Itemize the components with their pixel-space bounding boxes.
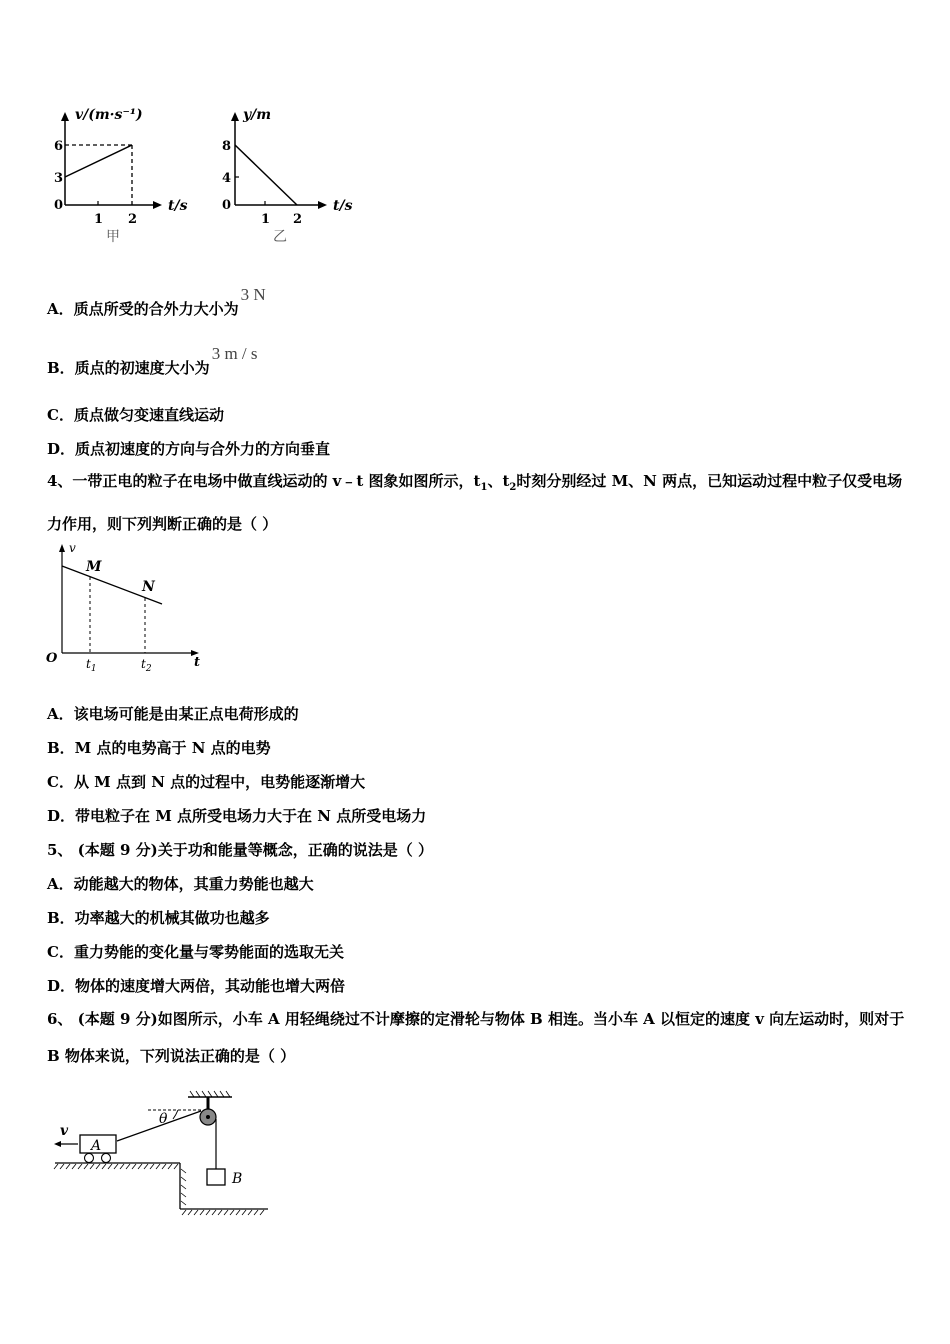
q3-option-d: D．质点初速度的方向与合外力的方向垂直 — [47, 440, 331, 458]
q4-option-a: A．该电场可能是由某正点电荷形成的 — [47, 705, 299, 723]
q6-cart-a-label: A — [91, 1138, 102, 1154]
q4-t2-sub: 2 — [145, 664, 152, 673]
yi-origin: 0 — [222, 198, 232, 213]
graph-jia — [45, 100, 205, 250]
q6-block-b — [207, 1169, 225, 1185]
jia-ytick-6: 6 — [54, 139, 64, 154]
q6-pulley-axle — [206, 1115, 210, 1119]
yi-y-arrow — [231, 112, 239, 121]
q4-stem — [47, 463, 917, 543]
q6-ceiling-hatch — [190, 1091, 230, 1097]
q4-m-label: M — [86, 559, 102, 575]
jia-xlabel: t/s — [168, 198, 188, 214]
q4-t2-t: t — [141, 657, 146, 671]
q3-option-c: C．质点做匀变速直线运动 — [47, 406, 224, 424]
jia-ytick-3: 3 — [54, 171, 64, 186]
jia-origin: 0 — [54, 198, 64, 213]
q3-option-a-text: A．质点所受的合外力大小为 — [47, 300, 239, 318]
q4-o-label: O — [46, 651, 58, 666]
q5-option-b: B．功率越大的机械其做功也越多 — [47, 909, 270, 927]
jia-ylabel: v/(m·s⁻¹) — [75, 107, 143, 123]
q6-wheel-left — [85, 1154, 94, 1163]
yi-caption: 乙 — [273, 229, 287, 245]
jia-data-line — [65, 145, 132, 177]
yi-data-line — [235, 145, 297, 205]
q3-option-b-unit: 3 m / s — [211, 344, 258, 363]
jia-xtick-1: 1 — [94, 212, 104, 227]
yi-ylabel: y/m — [243, 107, 272, 123]
q4-t-label: t — [194, 655, 201, 670]
yi-ytick-4: 4 — [222, 171, 232, 186]
yi-xlabel: t/s — [333, 198, 353, 214]
q4-stem-sub1: 1 — [480, 482, 488, 493]
q4-v-label: v — [69, 541, 76, 555]
yi-xtick-2: 2 — [293, 212, 303, 227]
q4-stem-c: 时刻分别经过 M、N 两点，已知运动过程中粒子仅受电场力作用，则下列判断正确的是（ ） — [47, 472, 903, 533]
yi-x-arrow — [318, 201, 327, 209]
q5-option-a: A．动能越大的物体，其重力势能也越大 — [47, 875, 314, 893]
q6-v-label: v — [60, 1123, 69, 1139]
q6-v-arrow-head — [54, 1141, 61, 1147]
q4-vt-graph — [42, 538, 212, 673]
q6-block-b-label: B — [232, 1171, 243, 1187]
q6-stem: 6、 (本题 9 分)如图所示，小车 A 用轻绳绕过不计摩擦的定滑轮与物体 B 相连。当小车 A 以恒定的速度 v 向左运动时，则对于 B 物体来说，下列说法正确的是（ ） — [47, 1010, 905, 1065]
yi-ytick-8: 8 — [222, 139, 232, 154]
q4-stem-a: 4、一带正电的粒子在电场中做直线运动的 v﹣t 图象如图所示，t — [47, 472, 481, 490]
q3-option-b-text: B．质点的初速度大小为 — [47, 359, 210, 377]
q4-stem-b: 、t — [487, 472, 510, 490]
q5-stem: 5、 (本题 9 分)关于功和能量等概念，正确的说法是（ ） — [47, 841, 433, 859]
jia-caption: 甲 — [106, 229, 120, 245]
graph-yi — [210, 100, 370, 250]
q6-theta-label: θ — [159, 1111, 168, 1127]
q4-t1-label — [86, 657, 97, 673]
q5-option-c: C．重力势能的变化量与零势能面的选取无关 — [47, 943, 344, 961]
q4-n-label: N — [142, 579, 155, 595]
q4-t1-sub: 1 — [90, 664, 97, 673]
q6-angle-arc — [173, 1110, 178, 1119]
q4-option-b: B．M 点的电势高于 N 点的电势 — [47, 739, 271, 757]
q4-option-c: C．从 M 点到 N 点的过程中，电势能逐渐增大 — [47, 773, 366, 791]
q3-option-a — [47, 285, 266, 319]
jia-x-arrow — [153, 201, 162, 209]
q3-option-a-unit: 3 N — [240, 285, 266, 304]
jia-y-arrow — [61, 112, 69, 121]
jia-xtick-2: 2 — [128, 212, 138, 227]
q4-y-arrow — [59, 544, 65, 552]
q4-t2-label — [141, 657, 152, 673]
q4-t1-t: t — [86, 657, 91, 671]
q4-option-d: D．带电粒子在 M 点所受电场力大于在 N 点所受电场力 — [47, 807, 427, 825]
q6-wheel-right — [102, 1154, 111, 1163]
q5-option-d: D．物体的速度增大两倍，其动能也增大两倍 — [47, 977, 346, 995]
yi-xtick-1: 1 — [261, 212, 271, 227]
q3-option-b — [47, 344, 258, 378]
q4-stem-sub2: 2 — [509, 482, 517, 493]
q6-pulley-figure — [50, 1085, 280, 1220]
